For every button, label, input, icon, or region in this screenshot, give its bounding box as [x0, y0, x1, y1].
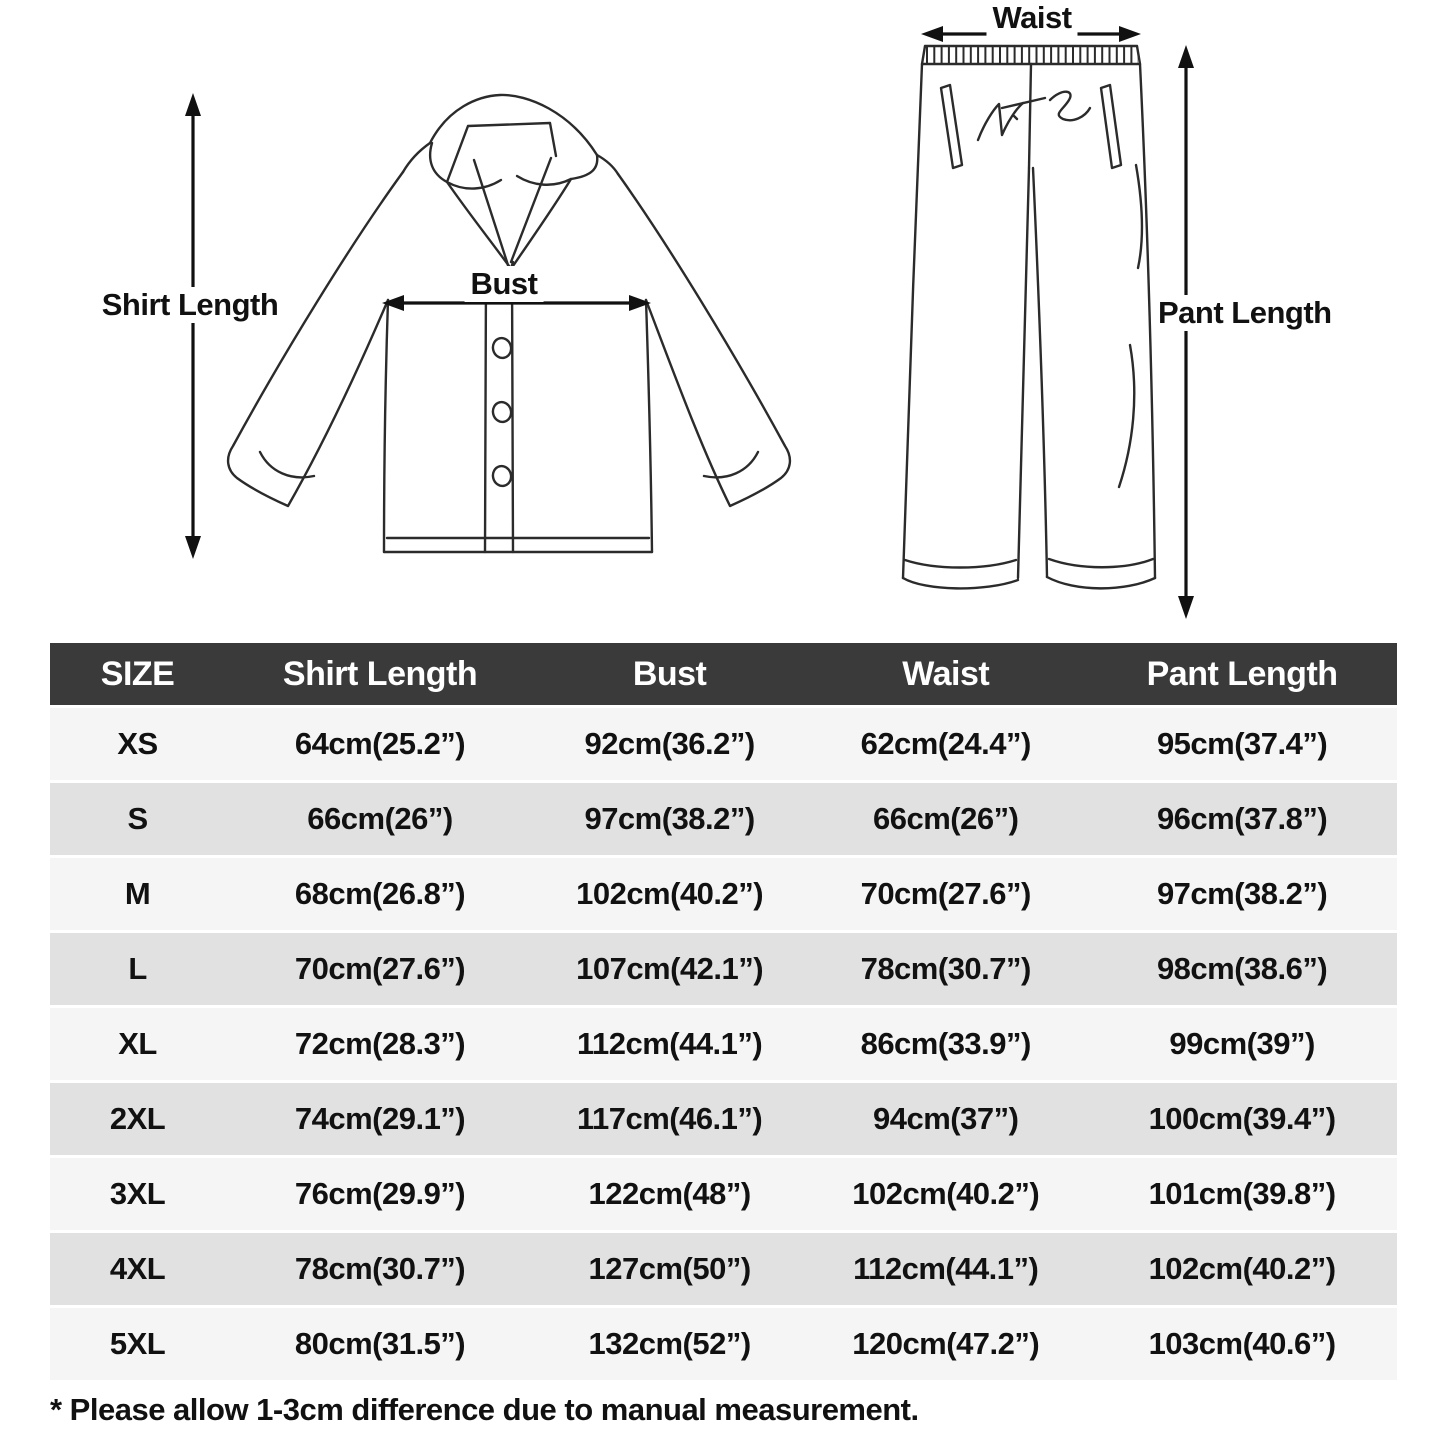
waist-label: Waist: [986, 0, 1077, 36]
column-header-shirt-length: Shirt Length: [225, 643, 535, 705]
table-row-xl: [50, 1008, 1397, 1080]
bust-cell: 107cm(42.1”): [535, 933, 804, 1005]
waist-cell: 62cm(24.4”): [804, 708, 1087, 780]
table-row-5xl: [50, 1308, 1397, 1380]
bust-cell: 92cm(36.2”): [535, 708, 804, 780]
pant-length-cell: 97cm(38.2”): [1087, 858, 1397, 930]
shirt-length-cell: 66cm(26”): [225, 783, 535, 855]
pant-length-cell: 100cm(39.4”): [1087, 1083, 1397, 1155]
pant-length-cell: 95cm(37.4”): [1087, 708, 1397, 780]
shirt-lapel-right: [513, 179, 571, 266]
table-row-4xl: [50, 1233, 1397, 1305]
pants-fold-squiggle: [1014, 116, 1017, 119]
pant-length-cell: 99cm(39”): [1087, 1008, 1397, 1080]
size-cell: 4XL: [50, 1233, 225, 1305]
shirt-button-icon: [491, 336, 513, 360]
pant-length-cell: 98cm(38.6”): [1087, 933, 1397, 1005]
waist-cell: 120cm(47.2”): [804, 1308, 1087, 1380]
shirt-length-cell: 72cm(28.3”): [225, 1008, 535, 1080]
size-cell: XL: [50, 1008, 225, 1080]
pants-pocket-left: [941, 85, 962, 168]
pajama-shirt-drawing: [228, 95, 790, 552]
shirt-length-cell: 70cm(27.6”): [225, 933, 535, 1005]
pants-crease-line: [1136, 165, 1142, 268]
shirt-lapel-left: [447, 182, 509, 266]
column-header-pant-length: Pant Length: [1087, 643, 1397, 705]
column-header-bust: Bust: [535, 643, 804, 705]
shirt-sleeve-right: [618, 174, 790, 506]
pants-leg-outer-left: [903, 64, 922, 578]
pants-fold-squiggle: [1050, 92, 1090, 121]
pants-fly-line: [1029, 64, 1031, 168]
waist-cell: 102cm(40.2”): [804, 1158, 1087, 1230]
size-cell: M: [50, 858, 225, 930]
shirt-collar-panel: [447, 123, 556, 182]
pants-fold-squiggle: [1002, 98, 1045, 108]
bust-cell: 117cm(46.1”): [535, 1083, 804, 1155]
pajama-pants-drawing: [903, 46, 1155, 588]
waist-cell: 94cm(37”): [804, 1083, 1087, 1155]
column-header-waist: Waist: [804, 643, 1087, 705]
pants-pocket-right: [1101, 85, 1121, 168]
shirt-neck-opening: [474, 158, 551, 272]
pants-leg-inner-left: [1018, 168, 1029, 578]
size-chart-header: [50, 643, 1397, 705]
shirt-torso-side-right: [646, 300, 652, 552]
pants-fold-squiggle: [978, 103, 1023, 140]
shirt-collar-wing-right: [517, 155, 597, 185]
shirt-length-label: Shirt Length: [96, 287, 285, 323]
measurement-disclaimer-note: * Please allow 1-3cm difference due to manual measurement.: [50, 1392, 919, 1427]
table-row-l: [50, 933, 1397, 1005]
size-cell: 5XL: [50, 1308, 225, 1380]
size-cell: 2XL: [50, 1083, 225, 1155]
shirt-button-icon: [491, 400, 513, 424]
bust-cell: 102cm(40.2”): [535, 858, 804, 930]
shirt-length-cell: 78cm(30.7”): [225, 1233, 535, 1305]
shirt-sleeve-left: [228, 172, 403, 506]
size-cell: L: [50, 933, 225, 1005]
garment-measurement-diagrams: [0, 0, 1445, 643]
table-row-s: [50, 783, 1397, 855]
table-row-3xl: [50, 1158, 1397, 1230]
bust-cell: 112cm(44.1”): [535, 1008, 804, 1080]
pants-leg-inner-right: [1033, 168, 1047, 577]
shirt-hem: [384, 538, 652, 552]
pant-length-arrow: [1178, 45, 1194, 619]
pants-hem-right: [1047, 559, 1155, 588]
waist-cell: 66cm(26”): [804, 783, 1087, 855]
bust-cell: 97cm(38.2”): [535, 783, 804, 855]
shirt-length-cell: 64cm(25.2”): [225, 708, 535, 780]
bust-label: Bust: [465, 266, 544, 302]
table-row-m: [50, 858, 1397, 930]
pant-length-cell: 101cm(39.8”): [1087, 1158, 1397, 1230]
waist-cell: 112cm(44.1”): [804, 1233, 1087, 1305]
waist-cell: 78cm(30.7”): [804, 933, 1087, 1005]
header-row: [50, 643, 1397, 705]
shirt-length-arrow: [185, 93, 201, 559]
table-row-2xl: [50, 1083, 1397, 1155]
bust-cell: 127cm(50”): [535, 1233, 804, 1305]
shirt-length-cell: 68cm(26.8”): [225, 858, 535, 930]
column-header-size: SIZE: [50, 643, 225, 705]
pants-waistband: [922, 46, 1140, 64]
pant-length-cell: 96cm(37.8”): [1087, 783, 1397, 855]
pant-length-cell: 102cm(40.2”): [1087, 1233, 1397, 1305]
shirt-shoulder-right: [597, 155, 618, 174]
shirt-torso-side-left: [384, 300, 388, 552]
size-cell: S: [50, 783, 225, 855]
waist-cell: 86cm(33.9”): [804, 1008, 1087, 1080]
pants-hem-left: [903, 560, 1018, 588]
pant-length-label: Pant Length: [1152, 295, 1338, 331]
table-row-xs: [50, 708, 1397, 780]
waist-cell: 70cm(27.6”): [804, 858, 1087, 930]
bust-cell: 132cm(52”): [535, 1308, 804, 1380]
size-cell: 3XL: [50, 1158, 225, 1230]
size-cell: XS: [50, 708, 225, 780]
bust-cell: 122cm(48”): [535, 1158, 804, 1230]
shirt-collar-wing-left: [430, 143, 501, 189]
shirt-length-cell: 80cm(31.5”): [225, 1308, 535, 1380]
size-chart-table: [50, 640, 1397, 1383]
shirt-button-icon: [491, 464, 513, 488]
shirt-length-cell: 76cm(29.9”): [225, 1158, 535, 1230]
pant-length-cell: 103cm(40.6”): [1087, 1308, 1397, 1380]
shirt-length-cell: 74cm(29.1”): [225, 1083, 535, 1155]
pants-crease-line: [1119, 345, 1134, 487]
shirt-placket: [485, 272, 513, 552]
shirt-shoulder-left: [403, 143, 430, 172]
